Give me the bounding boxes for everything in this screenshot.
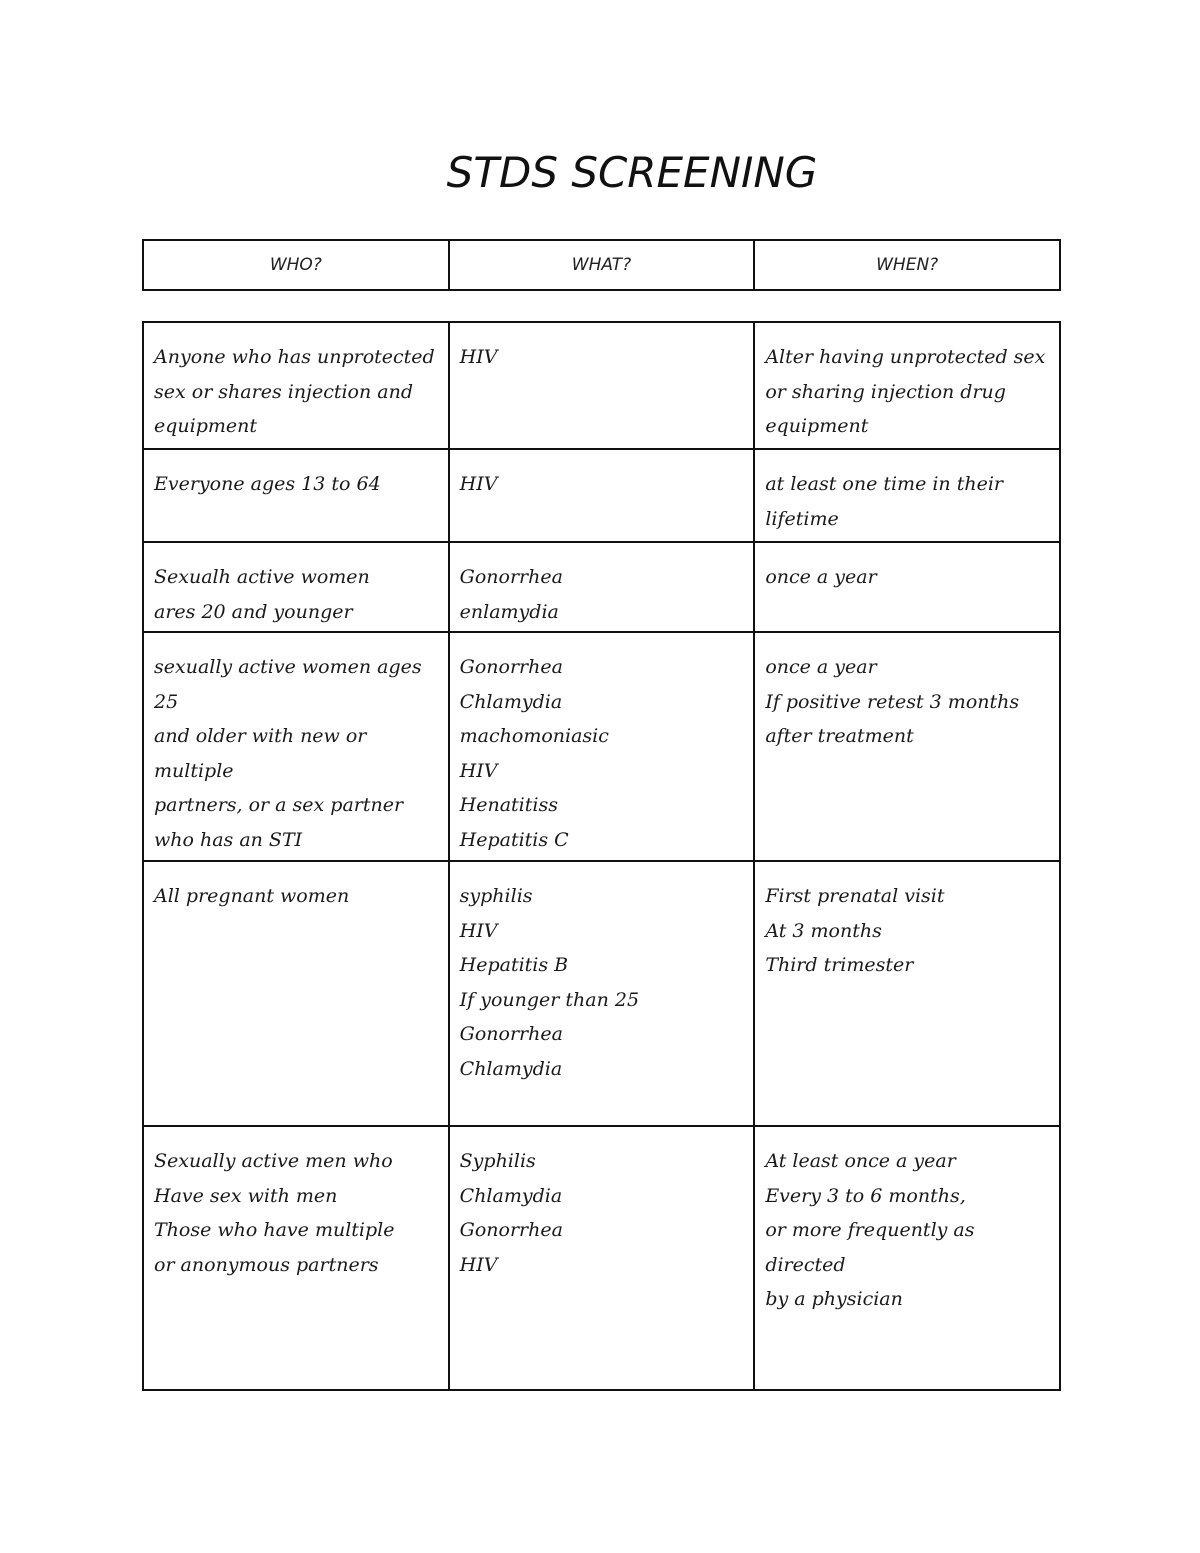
when-text: once a year If positive retest 3 months after treatment [765,656,1020,747]
who-cell [143,861,449,1126]
who-cell [143,542,449,632]
what-cell [449,1126,755,1390]
screening-table [142,321,1061,1391]
who-cell [143,1126,449,1390]
header-when: WHEN? [754,240,1060,290]
header-who: WHO? [143,240,449,290]
table-row [143,861,1060,1126]
what-cell [449,322,755,449]
table-row [143,1126,1060,1390]
who-text: sexually active women ages 25 and older with new or multiple partners, or a sex partner who has an STI [154,656,422,851]
header-table [142,239,1061,291]
who-cell [143,632,449,861]
when-cell [754,542,1060,632]
what-cell [449,861,755,1126]
when-cell [754,449,1060,542]
header-what: WHAT? [449,240,755,290]
who-text: Anyone who has unprotected sex or shares injection and equipment [154,346,435,437]
who-text: Sexually active men who Have sex with men Those who have multiple or anonymous partners [154,1150,395,1276]
table-row [143,542,1060,632]
table-row [143,322,1060,449]
what-cell [449,632,755,861]
header-row [143,240,1060,290]
what-text: Gonorrhea enlamydia [459,566,563,623]
when-cell [754,632,1060,861]
what-cell [449,542,755,632]
when-text: First prenatal visit At 3 months Third trimester [765,885,945,976]
who-cell [143,322,449,449]
when-text: Alter having unprotected sex or sharing injection drug equipment [765,346,1046,437]
who-cell [143,449,449,542]
what-text: Syphilis Chlamydia Gonorrhea HIV [459,1150,563,1276]
when-text: At least once a year Every 3 to 6 months, or more frequently as directed by a physician [765,1150,975,1310]
what-cell [449,449,755,542]
what-text: syphilis HIV Hepatitis B If younger than 25 Gonorrhea Chlamydia [459,885,640,1080]
who-text: Sexualh active women ares 20 and younger [154,566,370,623]
what-text: HIV [459,473,498,495]
when-cell [754,1126,1060,1390]
who-text: Everyone ages 13 to 64 [154,473,381,495]
table-row [143,632,1060,861]
when-cell [754,861,1060,1126]
page-title: STDS SCREENING [446,148,818,197]
what-text: HIV [459,346,498,368]
table-row [143,449,1060,542]
who-text: All pregnant women [154,885,350,907]
when-cell [754,322,1060,449]
what-text: Gonorrhea Chlamydia machomoniasic HIV Henatitiss Hepatitis C [459,656,609,851]
when-text: at least one time in their lifetime [765,473,1003,530]
when-text: once a year [765,566,877,588]
